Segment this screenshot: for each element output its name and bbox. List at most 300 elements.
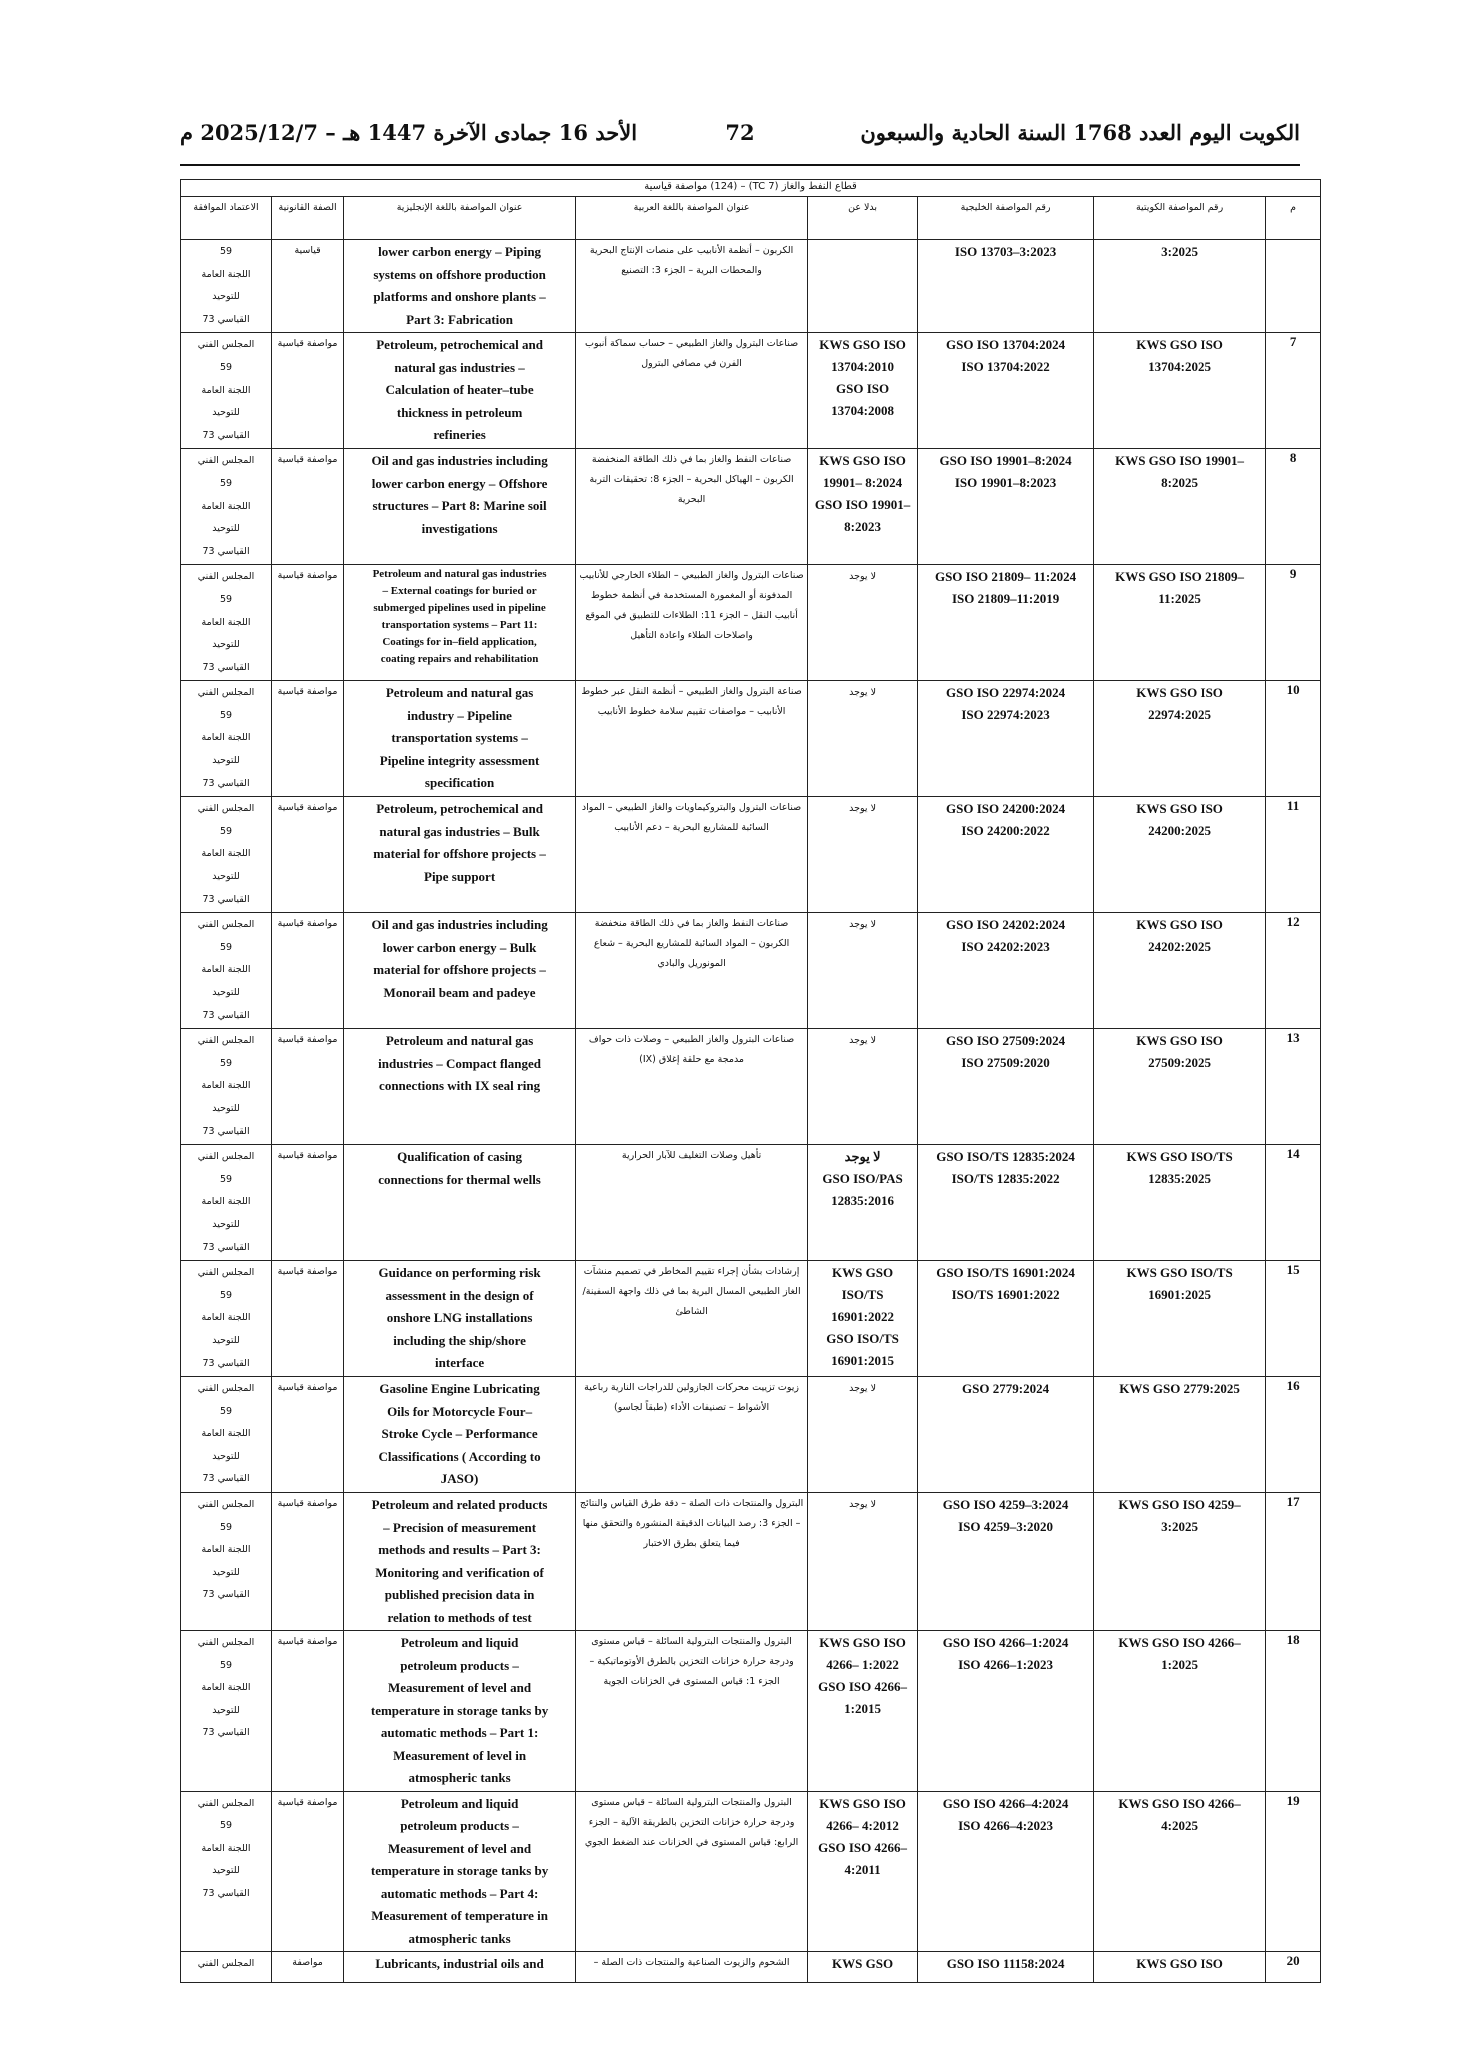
approval-line: القياسي 73 xyxy=(202,1589,250,1601)
table-row xyxy=(181,1952,1321,1983)
approval-line: اللجنة العامة xyxy=(201,268,251,280)
approval-line: اللجنة العامة xyxy=(201,732,251,744)
approval-line: القياسي 73 xyxy=(202,777,250,789)
gso-number-line: GSO ISO 13704:2024 xyxy=(945,337,1066,353)
approval-line: اللجنة العامة xyxy=(201,1312,251,1324)
row-number: 13 xyxy=(1266,1029,1321,1145)
approval-line: 59 xyxy=(219,1289,233,1301)
row-number: 17 xyxy=(1266,1493,1321,1631)
english-title-line: Pipe support xyxy=(424,868,496,884)
english-title-line: Petroleum, petrochemical and xyxy=(376,337,543,353)
kws-number-line: KWS GSO ISO 21809– xyxy=(1115,569,1245,585)
english-title xyxy=(344,1631,576,1792)
col-header-instead: بدلا عن xyxy=(808,197,918,240)
kws-number-line: KWS GSO 2779:2025 xyxy=(1119,1381,1240,1397)
kws-number-line: KWS GSO ISO 19901– xyxy=(1115,453,1245,469)
arabic-title: صناعات البترول والغاز الطبيعي – حساب سماكة أنبوب الفرن في مصافي البترول xyxy=(576,333,808,449)
english-title-line: material for offshore projects – xyxy=(373,962,546,978)
kws-number-line: KWS GSO ISO 4266– xyxy=(1118,1795,1241,1811)
row-number: 9 xyxy=(1266,565,1321,681)
gso-number-line: ISO 27509:2020 xyxy=(961,1055,1050,1071)
row-number: 7 xyxy=(1266,333,1321,449)
english-title-line: Lubricants, industrial oils and xyxy=(375,1956,544,1972)
legal-status: مواصفة قياسية xyxy=(272,1377,344,1493)
table-body xyxy=(181,240,1321,1983)
instead-of xyxy=(808,681,918,797)
instead-of-line: لا يوجد xyxy=(849,803,876,815)
gso-number-line: GSO ISO 4266–1:2024 xyxy=(942,1635,1069,1651)
gso-number-line: ISO 13704:2022 xyxy=(961,359,1050,375)
instead-of-line: GSO ISO 19901–8:2023 xyxy=(814,497,911,535)
approval-line: 59 xyxy=(219,941,233,953)
english-title-line: Guidance on performing risk xyxy=(378,1265,541,1281)
english-title-line: Stroke Cycle – Performance xyxy=(381,1426,538,1442)
kws-number xyxy=(1094,797,1266,913)
instead-of xyxy=(808,797,918,913)
kws-number xyxy=(1094,1029,1266,1145)
english-title-line: – External coatings for buried or xyxy=(382,585,537,598)
instead-of-line: لا يوجد xyxy=(849,571,876,583)
gso-number xyxy=(918,240,1094,333)
instead-of xyxy=(808,1631,918,1792)
approval-line: المجلس الفني xyxy=(197,687,255,699)
approval-line: للتوحيد xyxy=(212,1102,240,1114)
english-title-line: Oil and gas industries including xyxy=(371,453,548,469)
approval xyxy=(181,681,272,797)
english-title-line: Gasoline Engine Lubricating xyxy=(379,1381,540,1397)
approval-line: المجلس الفني xyxy=(197,339,255,351)
gso-number-line: GSO ISO 24202:2024 xyxy=(945,917,1066,933)
kws-number-line: 13704:2025 xyxy=(1148,359,1211,375)
legal-status: مواصفة قياسية xyxy=(272,449,344,565)
kws-number xyxy=(1094,1261,1266,1377)
gso-number xyxy=(918,1377,1094,1493)
gso-number-line: GSO ISO 19901–8:2024 xyxy=(939,453,1072,469)
approval-line: اللجنة العامة xyxy=(201,616,251,628)
approval-line: اللجنة العامة xyxy=(201,384,251,396)
english-title-line: temperature in storage tanks by xyxy=(370,1863,549,1879)
approval-line: 59 xyxy=(219,477,233,489)
instead-of xyxy=(808,1952,918,1983)
approval-line: للتوحيد xyxy=(212,407,240,419)
arabic-title: الكربون – أنظمة الأنابيب على منصات الإنتاج البحرية والمحطات البرية – الجزء 3: التصنيع xyxy=(576,240,808,333)
english-title-line: petroleum products – xyxy=(400,1657,519,1673)
gso-number-line: GSO ISO 22974:2024 xyxy=(945,685,1066,701)
approval-line: المجلس الفني xyxy=(197,1797,255,1809)
approval-line: القياسي 73 xyxy=(202,1241,250,1253)
gso-number-line: ISO 4266–1:2023 xyxy=(958,1657,1054,1673)
table-row xyxy=(181,797,1321,913)
approval-line: 59 xyxy=(219,1521,233,1533)
row-number: 20 xyxy=(1266,1952,1321,1983)
instead-of-line: لا يوجد xyxy=(849,1383,876,1395)
row-number: 10 xyxy=(1266,681,1321,797)
instead-of xyxy=(808,1377,918,1493)
english-title-line: lower carbon energy – Offshore xyxy=(371,475,548,491)
approval xyxy=(181,913,272,1029)
gso-number xyxy=(918,1029,1094,1145)
legal-status: مواصفة قياسية xyxy=(272,1029,344,1145)
approval xyxy=(181,1952,272,1983)
instead-of xyxy=(808,240,918,333)
english-title xyxy=(344,1145,576,1261)
approval-line: 59 xyxy=(219,709,233,721)
english-title xyxy=(344,333,576,449)
gso-number xyxy=(918,1145,1094,1261)
english-title-line: methods and results – Part 3: xyxy=(378,1542,541,1558)
english-title-line: investigations xyxy=(421,520,498,536)
approval xyxy=(181,1145,272,1261)
table-row xyxy=(181,1791,1321,1952)
instead-of xyxy=(808,333,918,449)
english-title-line: lower carbon energy – Piping xyxy=(378,244,542,259)
legal-status: مواصفة قياسية xyxy=(272,1145,344,1261)
english-title-line: including the ship/shore xyxy=(393,1332,526,1348)
approval-line: القياسي 73 xyxy=(202,1887,250,1899)
instead-of xyxy=(808,1261,918,1377)
approval-line: للتوحيد xyxy=(212,755,240,767)
english-title-line: Pipeline integrity assessment xyxy=(379,752,540,768)
approval-line: القياسي 73 xyxy=(202,1473,250,1485)
approval-line: القياسي 73 xyxy=(202,1009,250,1021)
legal-status: مواصفة قياسية xyxy=(272,565,344,681)
approval-line: القياسي 73 xyxy=(202,893,250,905)
english-title-line: thickness in petroleum xyxy=(396,404,523,420)
english-title xyxy=(344,1377,576,1493)
gazette-date: الأحد 16 جمادى الآخرة 1447 هـ – 2025/12/7 م xyxy=(180,120,638,145)
approval-line: 59 xyxy=(219,1173,233,1185)
approval-line: المجلس الفني xyxy=(197,1383,255,1395)
kws-number-line: 12835:2025 xyxy=(1148,1171,1211,1187)
row-number: 16 xyxy=(1266,1377,1321,1493)
kws-number xyxy=(1094,1377,1266,1493)
gso-number-line: ISO/TS 12835:2022 xyxy=(951,1171,1060,1187)
gso-number xyxy=(918,681,1094,797)
kws-number-line: 1:2025 xyxy=(1161,1657,1198,1673)
row-number: 12 xyxy=(1266,913,1321,1029)
kws-number-line: KWS GSO ISO xyxy=(1136,1033,1223,1049)
gso-number xyxy=(918,797,1094,913)
english-title-line: automatic methods – Part 4: xyxy=(380,1885,539,1901)
gso-number xyxy=(918,1791,1094,1952)
gso-number-line: GSO 2779:2024 xyxy=(962,1381,1050,1397)
legal-status: مواصفة قياسية xyxy=(272,1631,344,1792)
approval-line: للتوحيد xyxy=(212,639,240,651)
english-title xyxy=(344,449,576,565)
instead-of-line: GSO ISO/PAS 12835:2016 xyxy=(822,1171,903,1209)
table-caption: قطاع النفط والغاز (TC 7) – (124) مواصفة قياسية xyxy=(181,180,1321,197)
approval-line: للتوحيد xyxy=(212,1334,240,1346)
instead-of xyxy=(808,913,918,1029)
instead-of xyxy=(808,1145,918,1261)
english-title-line: connections for thermal wells xyxy=(378,1171,541,1187)
kws-number-line: KWS GSO ISO xyxy=(1136,337,1223,353)
approval-line: المجلس الفني xyxy=(197,571,255,583)
instead-of-line: لا يوجد xyxy=(849,1499,876,1511)
approval-line: القياسي 73 xyxy=(202,429,250,441)
english-title xyxy=(344,913,576,1029)
gso-number xyxy=(918,565,1094,681)
approval-line: اللجنة العامة xyxy=(201,1842,251,1854)
gso-number-line: GSO ISO 4266–4:2024 xyxy=(942,1795,1069,1811)
approval xyxy=(181,1261,272,1377)
english-title-line: natural gas industries – xyxy=(394,359,525,375)
approval xyxy=(181,333,272,449)
kws-number xyxy=(1094,333,1266,449)
kws-number xyxy=(1094,240,1266,333)
approval-line: للتوحيد xyxy=(212,291,240,303)
english-title xyxy=(344,1493,576,1631)
gso-number-line: ISO 24202:2023 xyxy=(961,939,1050,955)
english-title-line: atmospheric tanks xyxy=(408,1770,511,1786)
row-number: 14 xyxy=(1266,1145,1321,1261)
instead-of xyxy=(808,449,918,565)
legal-status: مواصفة قياسية xyxy=(272,797,344,913)
row-number: 19 xyxy=(1266,1791,1321,1952)
english-title-line: relation to methods of test xyxy=(387,1609,532,1625)
english-title-line: natural gas industries – Bulk xyxy=(379,823,540,839)
approval-line: المجلس الفني xyxy=(197,1151,255,1163)
legal-status: مواصفة قياسية xyxy=(272,681,344,797)
gso-number-line: ISO 13703–3:2023 xyxy=(954,244,1057,259)
approval-line: اللجنة العامة xyxy=(201,500,251,512)
approval-line: المجلس الفني xyxy=(197,1035,255,1047)
approval-line: للتوحيد xyxy=(212,523,240,535)
instead-of-line: KWS GSO ISO 4266– 4:2012 xyxy=(819,1795,906,1833)
approval-line: اللجنة العامة xyxy=(201,1428,251,1440)
page-header xyxy=(180,120,1300,154)
approval-line: للتوحيد xyxy=(212,1704,240,1716)
gso-number xyxy=(918,1952,1094,1983)
english-title-line: lower carbon energy – Bulk xyxy=(382,939,537,955)
kws-number-line: 24200:2025 xyxy=(1148,823,1211,839)
table-row xyxy=(181,681,1321,797)
gso-number-line: GSO ISO/TS 12835:2024 xyxy=(936,1149,1075,1165)
approval-line: القياسي 73 xyxy=(202,545,250,557)
gso-number-line: ISO 4259–3:2020 xyxy=(958,1519,1054,1535)
instead-of-line: KWS GSO ISO 4266– 1:2022 xyxy=(819,1635,906,1673)
kws-number-line: 4:2025 xyxy=(1161,1817,1198,1833)
approval xyxy=(181,449,272,565)
gso-number xyxy=(918,449,1094,565)
table-row xyxy=(181,333,1321,449)
english-title-line: Measurement of level and xyxy=(388,1680,532,1696)
kws-number-line: 11:2025 xyxy=(1158,591,1201,607)
arabic-title: البترول والمنتجات البترولية السائلة – قياس مستوى ودرجة حرارة خزانات التخزين بالطرق الأوتوماتيكية – الجزء 1: قياس المستوى في الخزانات الجوية xyxy=(576,1631,808,1792)
english-title-line: Monorail beam and padeye xyxy=(383,984,536,1000)
gso-number-line: GSO ISO 21809– 11:2024 xyxy=(934,569,1077,585)
approval-line: اللجنة العامة xyxy=(201,848,251,860)
approval-line: للتوحيد xyxy=(212,987,240,998)
english-title xyxy=(344,797,576,913)
instead-of xyxy=(808,1791,918,1952)
kws-number-line: KWS GSO ISO/TS xyxy=(1126,1265,1233,1281)
arabic-title: صناعات البترول والغاز الطبيعي – الطلاء الخارجي للأنابيب المدفونة أو المغمورة المستخدمة في أنظمة خطوط أنابيب النقل – الجزء 11: الطلاءات للتطبيق في الموقع واصلاحات الطلاء واعادة التأهيل xyxy=(576,565,808,681)
standards-table xyxy=(180,179,1321,1983)
arabic-title: صناعات البترول والبتروكيماويات والغاز الطبيعي – المواد السائبة للمشاريع البحرية – دعم الأنابيب xyxy=(576,797,808,913)
kws-number xyxy=(1094,1145,1266,1261)
gso-number-line: GSO ISO 11158:2024 xyxy=(946,1956,1065,1972)
col-header-ar-title: عنوان المواصفة باللغة العربية xyxy=(576,197,808,240)
approval-line: للتوحيد xyxy=(212,1218,240,1230)
english-title-line: Petroleum and natural gas xyxy=(385,685,534,701)
arabic-title: صناعة البترول والغاز الطبيعي – أنظمة النقل عبر خطوط الأنابيب – مواصفات تقييم سلامة خطوط الأنابيب xyxy=(576,681,808,797)
approval-line: القياسي 73 xyxy=(202,1357,250,1369)
english-title-line: Measurement of temperature in xyxy=(371,1908,548,1924)
table-row xyxy=(181,449,1321,565)
approval-line: للتوحيد xyxy=(212,1450,240,1462)
instead-of-line: GSO ISO/TS 16901:2015 xyxy=(826,1331,899,1369)
english-title-line: Oils for Motorcycle Four– xyxy=(387,1403,533,1419)
approval xyxy=(181,565,272,681)
legal-status: مواصفة قياسية xyxy=(272,333,344,449)
row-number: 18 xyxy=(1266,1631,1321,1792)
gso-number-line: ISO 24200:2022 xyxy=(961,823,1050,839)
gazette-issue: الكويت اليوم العدد 1768 السنة الحادية والسبعون xyxy=(860,120,1300,145)
english-title-line: structures – Part 8: Marine soil xyxy=(372,498,547,514)
gso-number-line: ISO 19901–8:2023 xyxy=(954,475,1057,491)
kws-number-line: KWS GSO ISO xyxy=(1136,1956,1223,1972)
approval-line: اللجنة العامة xyxy=(201,1080,251,1092)
english-title-line: assessment in the design of xyxy=(385,1287,534,1303)
kws-number-line: KWS GSO ISO xyxy=(1136,685,1223,701)
instead-of-line: GSO ISO 4266–4:2011 xyxy=(818,1839,907,1877)
kws-number-line: 16901:2025 xyxy=(1148,1287,1211,1303)
page-number: 72 xyxy=(725,120,755,145)
instead-of xyxy=(808,1029,918,1145)
gso-number-line: GSO ISO 24200:2024 xyxy=(945,801,1066,817)
approval-line: 59 xyxy=(219,1659,233,1671)
instead-of-line: KWS GSO xyxy=(832,1956,894,1972)
legal-status: مواصفة قياسية xyxy=(272,913,344,1029)
arabic-title: البترول والمنتجات ذات الصلة – دقة طرق القياس والنتائج – الجزء 3: رصد البيانات الدقيقة المنشورة والتحقق منها فيما يتعلق بطرق الاختبار xyxy=(576,1493,808,1631)
english-title-line: specification xyxy=(424,775,495,791)
approval-line: المجلس الفني xyxy=(197,1637,255,1649)
instead-of-line: KWS GSO ISO 19901– 8:2024 xyxy=(819,453,906,491)
english-title-line: interface xyxy=(435,1355,485,1371)
approval-line: للتوحيد xyxy=(212,871,240,883)
legal-status: مواصفة قياسية xyxy=(272,1261,344,1377)
col-header-kws: رقم المواصفة الكويتية xyxy=(1094,197,1266,240)
col-header-gso: رقم المواصفة الخليجية xyxy=(918,197,1094,240)
kws-number xyxy=(1094,681,1266,797)
gso-number xyxy=(918,1261,1094,1377)
english-title-line: coating repairs and rehabilitation xyxy=(380,653,539,666)
table-row xyxy=(181,913,1321,1029)
approval-line: 59 xyxy=(219,1057,233,1069)
approval-line: القياسي 73 xyxy=(202,313,250,325)
col-header-legal: الصفة القانونية xyxy=(272,197,344,240)
approval-line: 59 xyxy=(219,593,233,605)
kws-number-line: KWS GSO ISO 4259– xyxy=(1118,1497,1241,1513)
english-title-line: systems on offshore production xyxy=(373,266,546,282)
table-row xyxy=(181,1493,1321,1631)
arabic-title: صناعات النفط والغاز بما في ذلك الطاقة منخفضة الكربون – المواد السائبة للمشاريع البحرية – شعاع المونوريل والبادي xyxy=(576,913,808,1029)
english-title-line: Petroleum and natural gas industries xyxy=(372,568,547,581)
english-title-line: Petroleum and related products xyxy=(371,1497,548,1513)
approval-line: 59 xyxy=(219,1820,233,1832)
row-number: 15 xyxy=(1266,1261,1321,1377)
gso-number-line: GSO ISO 4259–3:2024 xyxy=(942,1497,1069,1513)
english-title-line: industry – Pipeline xyxy=(407,707,512,723)
instead-of-line: لا يوجد xyxy=(849,687,876,699)
row-number xyxy=(1266,240,1321,333)
english-title-line: atmospheric tanks xyxy=(408,1930,511,1946)
approval-line: اللجنة العامة xyxy=(201,1196,251,1208)
english-title-line: – Precision of measurement xyxy=(383,1519,537,1535)
instead-of-line: KWS GSO ISO 13704:2010 xyxy=(819,337,906,375)
approval-line: اللجنة العامة xyxy=(201,1544,251,1556)
table-row xyxy=(181,1377,1321,1493)
kws-number xyxy=(1094,913,1266,1029)
col-header-approval: الاعتماد الموافقة xyxy=(181,197,272,240)
english-title-line: onshore LNG installations xyxy=(386,1310,533,1326)
instead-of-line: لا يوجد xyxy=(849,1035,876,1047)
kws-number-line: KWS GSO ISO xyxy=(1136,801,1223,817)
arabic-title: صناعات البترول والغاز الطبيعي – وصلات ذات حواف مدمجة مع حلقة إغلاق (IX) xyxy=(576,1029,808,1145)
english-title-line: JASO) xyxy=(440,1471,479,1487)
row-number: 8 xyxy=(1266,449,1321,565)
arabic-title: صناعات النفط والغاز بما في ذلك الطاقة المنخفضة الكربون – الهياكل البحرية – الجزء 8: تحقيقات التربة البحرية xyxy=(576,449,808,565)
gso-number-line: ISO 21809–11:2019 xyxy=(951,591,1060,607)
approval-line: القياسي 73 xyxy=(202,661,250,673)
table-row xyxy=(181,1029,1321,1145)
english-title-line: Measurement of level and xyxy=(388,1840,532,1856)
table-row xyxy=(181,565,1321,681)
english-title-line: transportation systems – Part 11: xyxy=(381,619,538,632)
english-title-line: Calculation of heater–tube xyxy=(385,382,534,398)
approval xyxy=(181,240,272,333)
kws-number-line: KWS GSO ISO/TS xyxy=(1126,1149,1233,1165)
english-title-line: material for offshore projects – xyxy=(373,846,546,862)
english-title-line: Petroleum and liquid xyxy=(400,1635,519,1651)
kws-number-line: 27509:2025 xyxy=(1148,1055,1211,1071)
approval xyxy=(181,797,272,913)
approval-line: القياسي 73 xyxy=(202,1727,250,1739)
approval-line: المجلس الفني xyxy=(197,803,255,815)
approval-line: 59 xyxy=(219,361,233,373)
gso-number-line: ISO/TS 16901:2022 xyxy=(951,1287,1060,1303)
approval-line: 59 xyxy=(219,825,233,837)
table-row xyxy=(181,1261,1321,1377)
arabic-title: إرشادات بشأن إجراء تقييم المخاطر في تصميم منشآت الغاز الطبيعي المسال البرية بما في ذلك واجهة السفينة/الشاطئ xyxy=(576,1261,808,1377)
kws-number xyxy=(1094,1631,1266,1792)
english-title-line: industries – Compact flanged xyxy=(378,1055,542,1071)
english-title-line: Measurement of level in xyxy=(393,1747,527,1763)
english-title-line: Coatings for in–field application, xyxy=(382,636,537,649)
english-title-line: Petroleum, petrochemical and xyxy=(376,801,543,817)
instead-of-line: لا يوجد xyxy=(849,919,876,931)
approval-line: المجلس الفني xyxy=(197,455,255,467)
instead-of xyxy=(808,565,918,681)
table-row xyxy=(181,1145,1321,1261)
kws-number xyxy=(1094,449,1266,565)
english-title xyxy=(344,1261,576,1377)
legal-status: مواصفة xyxy=(272,1952,344,1983)
legal-status: مواصفة قياسية xyxy=(272,1791,344,1952)
english-title xyxy=(344,240,576,333)
kws-number xyxy=(1094,1952,1266,1983)
approval xyxy=(181,1029,272,1145)
legal-status: قياسية xyxy=(272,240,344,333)
gso-number-line: ISO 4266–4:2023 xyxy=(958,1817,1054,1833)
english-title xyxy=(344,681,576,797)
english-title-line: refineries xyxy=(433,427,486,443)
english-title-line: Oil and gas industries including xyxy=(371,917,548,933)
kws-number-line: 3:2025 xyxy=(1161,244,1198,259)
table-row xyxy=(181,240,1321,333)
arabic-title: زيوت تزييت محركات الجازولين للدراجات النارية رباعية الأشواط – تصنيفات الأداء (طبقاً لجاسو) xyxy=(576,1377,808,1493)
